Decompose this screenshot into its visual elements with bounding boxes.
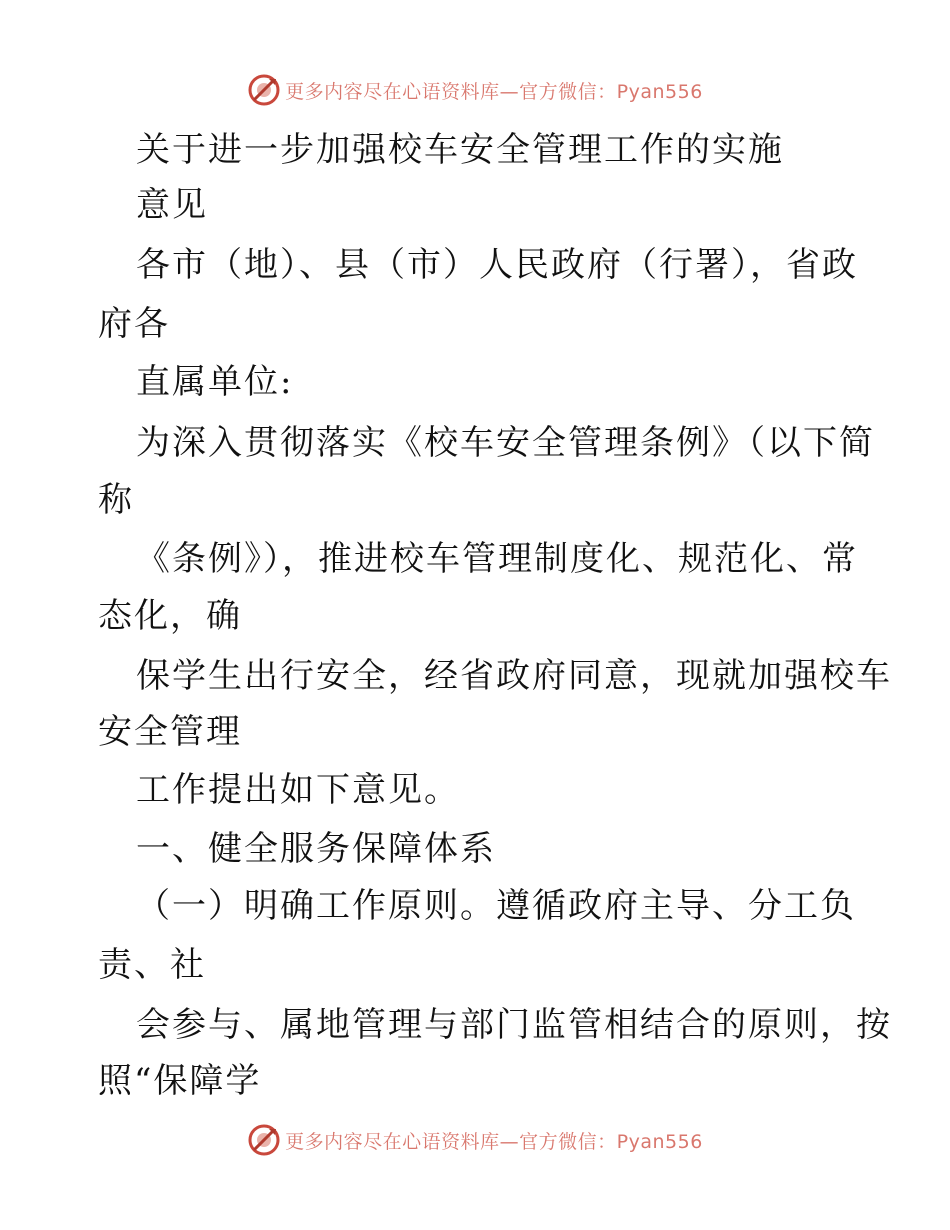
document-line: 保学生出行安全，经省政府同意，现就加强校车 [136, 656, 892, 696]
watermark-text: 更多内容尽在心语资料库—官方微信：Pyan556 [285, 1130, 703, 1153]
document-line: 为深入贯彻落实《校车安全管理条例》（以下简 [136, 423, 875, 463]
watermark-text: 更多内容尽在心语资料库—官方微信：Pyan556 [285, 80, 703, 103]
document-line: 称 [98, 480, 134, 520]
document-line: 各市（地）、县（市）人民政府（行署），省政 [136, 245, 858, 285]
document-line: 工作提出如下意见。 [136, 770, 460, 810]
document-line: 责、社 [98, 945, 206, 985]
watermark-logo-icon [247, 1123, 281, 1157]
document-line: 直属单位: [136, 362, 294, 402]
document-line: 府各 [98, 304, 170, 344]
document-line: 会参与、属地管理与部门监管相结合的原则，按 [136, 1005, 892, 1045]
document-line: 《条例》），推进校车管理制度化、规范化、常 [136, 539, 858, 579]
document-line: 一、健全服务保障体系 [136, 829, 496, 869]
document-line: 照“保障学 [98, 1061, 262, 1101]
watermark-bottom [0, 1120, 950, 1160]
watermark-logo-icon [247, 73, 281, 107]
watermark-top [0, 70, 950, 110]
document-line: 意见 [136, 185, 208, 225]
document-line: 安全管理 [98, 712, 242, 752]
document-line: （一）明确工作原则。遵循政府主导、分工负 [136, 886, 856, 926]
document-line: 态化，确 [98, 596, 242, 636]
document-line: 关于进一步加强校车安全管理工作的实施 [136, 130, 784, 170]
